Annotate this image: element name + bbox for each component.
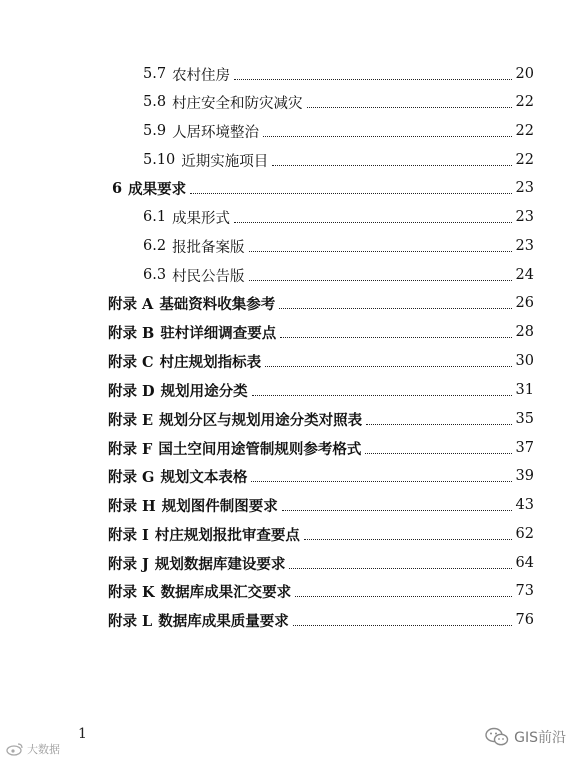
- toc-entry-number: 附录 B: [108, 324, 155, 342]
- toc-entry-page: 31: [515, 382, 534, 398]
- toc-entry-number: 附录 C: [108, 353, 154, 371]
- toc-entry-title: 国土空间用途管制规则参考格式: [158, 440, 362, 458]
- toc-entry-title: 人居环境整治: [172, 124, 260, 141]
- toc-entry-page: 22: [515, 152, 534, 168]
- toc-entry-6-1[interactable]: [143, 205, 534, 229]
- dot-leader: [282, 510, 512, 511]
- toc-entry-6[interactable]: [112, 176, 534, 200]
- toc-entry-page: 24: [515, 267, 534, 283]
- toc-entry-title: 数据库成果汇交要求: [160, 583, 292, 601]
- toc-entry-5-9[interactable]: [143, 119, 534, 143]
- toc-entry-title: 基础资料收集参考: [159, 295, 276, 313]
- dot-leader: [272, 165, 511, 166]
- toc-entry-number: 6.2: [143, 238, 167, 254]
- toc-entry-title: 驻村详细调查要点: [160, 324, 277, 342]
- dot-leader: [249, 251, 512, 252]
- dot-leader: [280, 337, 511, 338]
- dot-leader: [249, 280, 512, 281]
- toc-entry-appendix-g[interactable]: [108, 464, 534, 488]
- toc-entry-page: 62: [515, 526, 534, 542]
- dot-leader: [279, 308, 511, 309]
- toc-entry-page: 20: [515, 66, 534, 82]
- page-number: 1: [78, 726, 87, 742]
- toc-entry-appendix-l[interactable]: [108, 608, 534, 632]
- toc-entry-title: 近期实施项目: [181, 153, 269, 170]
- toc-entry-number: 6.1: [143, 209, 167, 225]
- toc-entry-number: 5.7: [143, 66, 167, 82]
- toc-entry-title: 村庄安全和防灾减灾: [172, 95, 303, 112]
- dot-leader: [234, 79, 511, 80]
- toc-entry-page: 23: [515, 238, 534, 254]
- dot-leader: [190, 193, 511, 194]
- watermark-left-text: 大数据: [27, 743, 60, 756]
- dot-leader: [289, 568, 511, 569]
- dot-leader: [304, 539, 512, 540]
- toc-entry-page: 76: [515, 612, 534, 628]
- toc-entry-title: 村庄规划报批审查要点: [154, 526, 300, 544]
- toc-entry-appendix-b[interactable]: [108, 320, 534, 344]
- toc-entry-title: 规划数据库建设要求: [154, 555, 286, 573]
- toc-entry-title: 村民公告版: [172, 268, 245, 285]
- toc-entry-title: 数据库成果质量要求: [158, 612, 289, 630]
- toc-entry-page: 73: [515, 583, 534, 599]
- weibo-icon: [6, 742, 24, 756]
- toc-entry-page: 39: [515, 468, 534, 484]
- toc-entry-title: 规划文本表格: [160, 468, 248, 486]
- dot-leader: [251, 481, 511, 482]
- toc-entry-page: 37: [515, 440, 534, 456]
- toc-entry-appendix-d[interactable]: [108, 378, 534, 402]
- toc-entry-title: 农村住房: [172, 67, 231, 84]
- dot-leader: [263, 136, 511, 137]
- toc-entry-title: 规划图件制图要求: [161, 497, 278, 515]
- toc-entry-appendix-j[interactable]: [108, 551, 534, 575]
- toc-entry-number: 6.3: [143, 267, 167, 283]
- toc-entry-page: 23: [515, 209, 534, 225]
- toc-entry-page: 43: [515, 497, 534, 513]
- dot-leader: [252, 395, 512, 396]
- toc-entry-title: 规划用途分类: [160, 382, 248, 400]
- toc-entry-appendix-i[interactable]: [108, 522, 534, 546]
- watermark-right-text: GIS前沿: [514, 730, 566, 746]
- toc-entry-number: 附录 L: [108, 612, 153, 630]
- watermark-left: [6, 741, 60, 757]
- dot-leader: [234, 222, 511, 223]
- toc-entry-page: 30: [515, 353, 534, 369]
- dot-leader: [265, 366, 511, 367]
- toc-entry-title: 报批备案版: [172, 239, 245, 256]
- dot-leader: [307, 107, 512, 108]
- toc-entry-page: 23: [515, 180, 534, 196]
- toc-entry-page: 22: [515, 94, 534, 110]
- toc-entry-title: 成果要求: [128, 180, 187, 198]
- dot-leader: [365, 453, 511, 454]
- dot-leader: [366, 424, 511, 425]
- toc-entry-number: 附录 E: [108, 411, 154, 429]
- toc-entry-number: 附录 H: [108, 497, 156, 515]
- toc-entry-number: 5.8: [143, 94, 167, 110]
- toc-entry-5-8[interactable]: [143, 90, 534, 114]
- toc-entry-6-3[interactable]: [143, 263, 534, 287]
- toc-entry-title: 成果形式: [172, 210, 231, 227]
- toc-entry-appendix-h[interactable]: [108, 493, 534, 517]
- toc-entry-appendix-k[interactable]: [108, 579, 534, 603]
- toc-entry-page: 26: [515, 295, 534, 311]
- toc-entry-page: 22: [515, 123, 534, 139]
- toc-entry-page: 28: [515, 324, 534, 340]
- toc-entry-title: 村庄规划指标表: [159, 353, 262, 371]
- toc-entry-number: 6: [112, 179, 123, 197]
- dot-leader: [295, 596, 511, 597]
- toc-entry-number: 附录 I: [108, 526, 149, 544]
- dot-leader: [293, 625, 512, 626]
- watermark-right: [485, 727, 566, 747]
- toc-entry-5-10[interactable]: [143, 148, 534, 172]
- toc-entry-appendix-e[interactable]: [108, 407, 534, 431]
- toc-entry-title: 规划分区与规划用途分类对照表: [159, 411, 363, 429]
- wechat-icon: [485, 727, 509, 747]
- toc-entry-appendix-a[interactable]: [108, 291, 534, 315]
- toc-entry-number: 附录 J: [108, 555, 149, 573]
- toc-entry-appendix-f[interactable]: [108, 436, 534, 460]
- toc-entry-number: 附录 K: [108, 583, 155, 601]
- toc-entry-number: 5.9: [143, 123, 167, 139]
- toc-entry-6-2[interactable]: [143, 234, 534, 258]
- toc-entry-number: 附录 A: [108, 295, 154, 313]
- toc-entry-number: 附录 D: [108, 382, 155, 400]
- toc-entry-5-7[interactable]: [143, 62, 534, 86]
- toc-entry-number: 附录 G: [108, 468, 155, 486]
- toc-entry-number: 5.10: [143, 152, 176, 168]
- toc-entry-page: 35: [515, 411, 534, 427]
- toc-entry-number: 附录 F: [108, 440, 153, 458]
- toc-entry-page: 64: [515, 555, 534, 571]
- toc-entry-appendix-c[interactable]: [108, 349, 534, 373]
